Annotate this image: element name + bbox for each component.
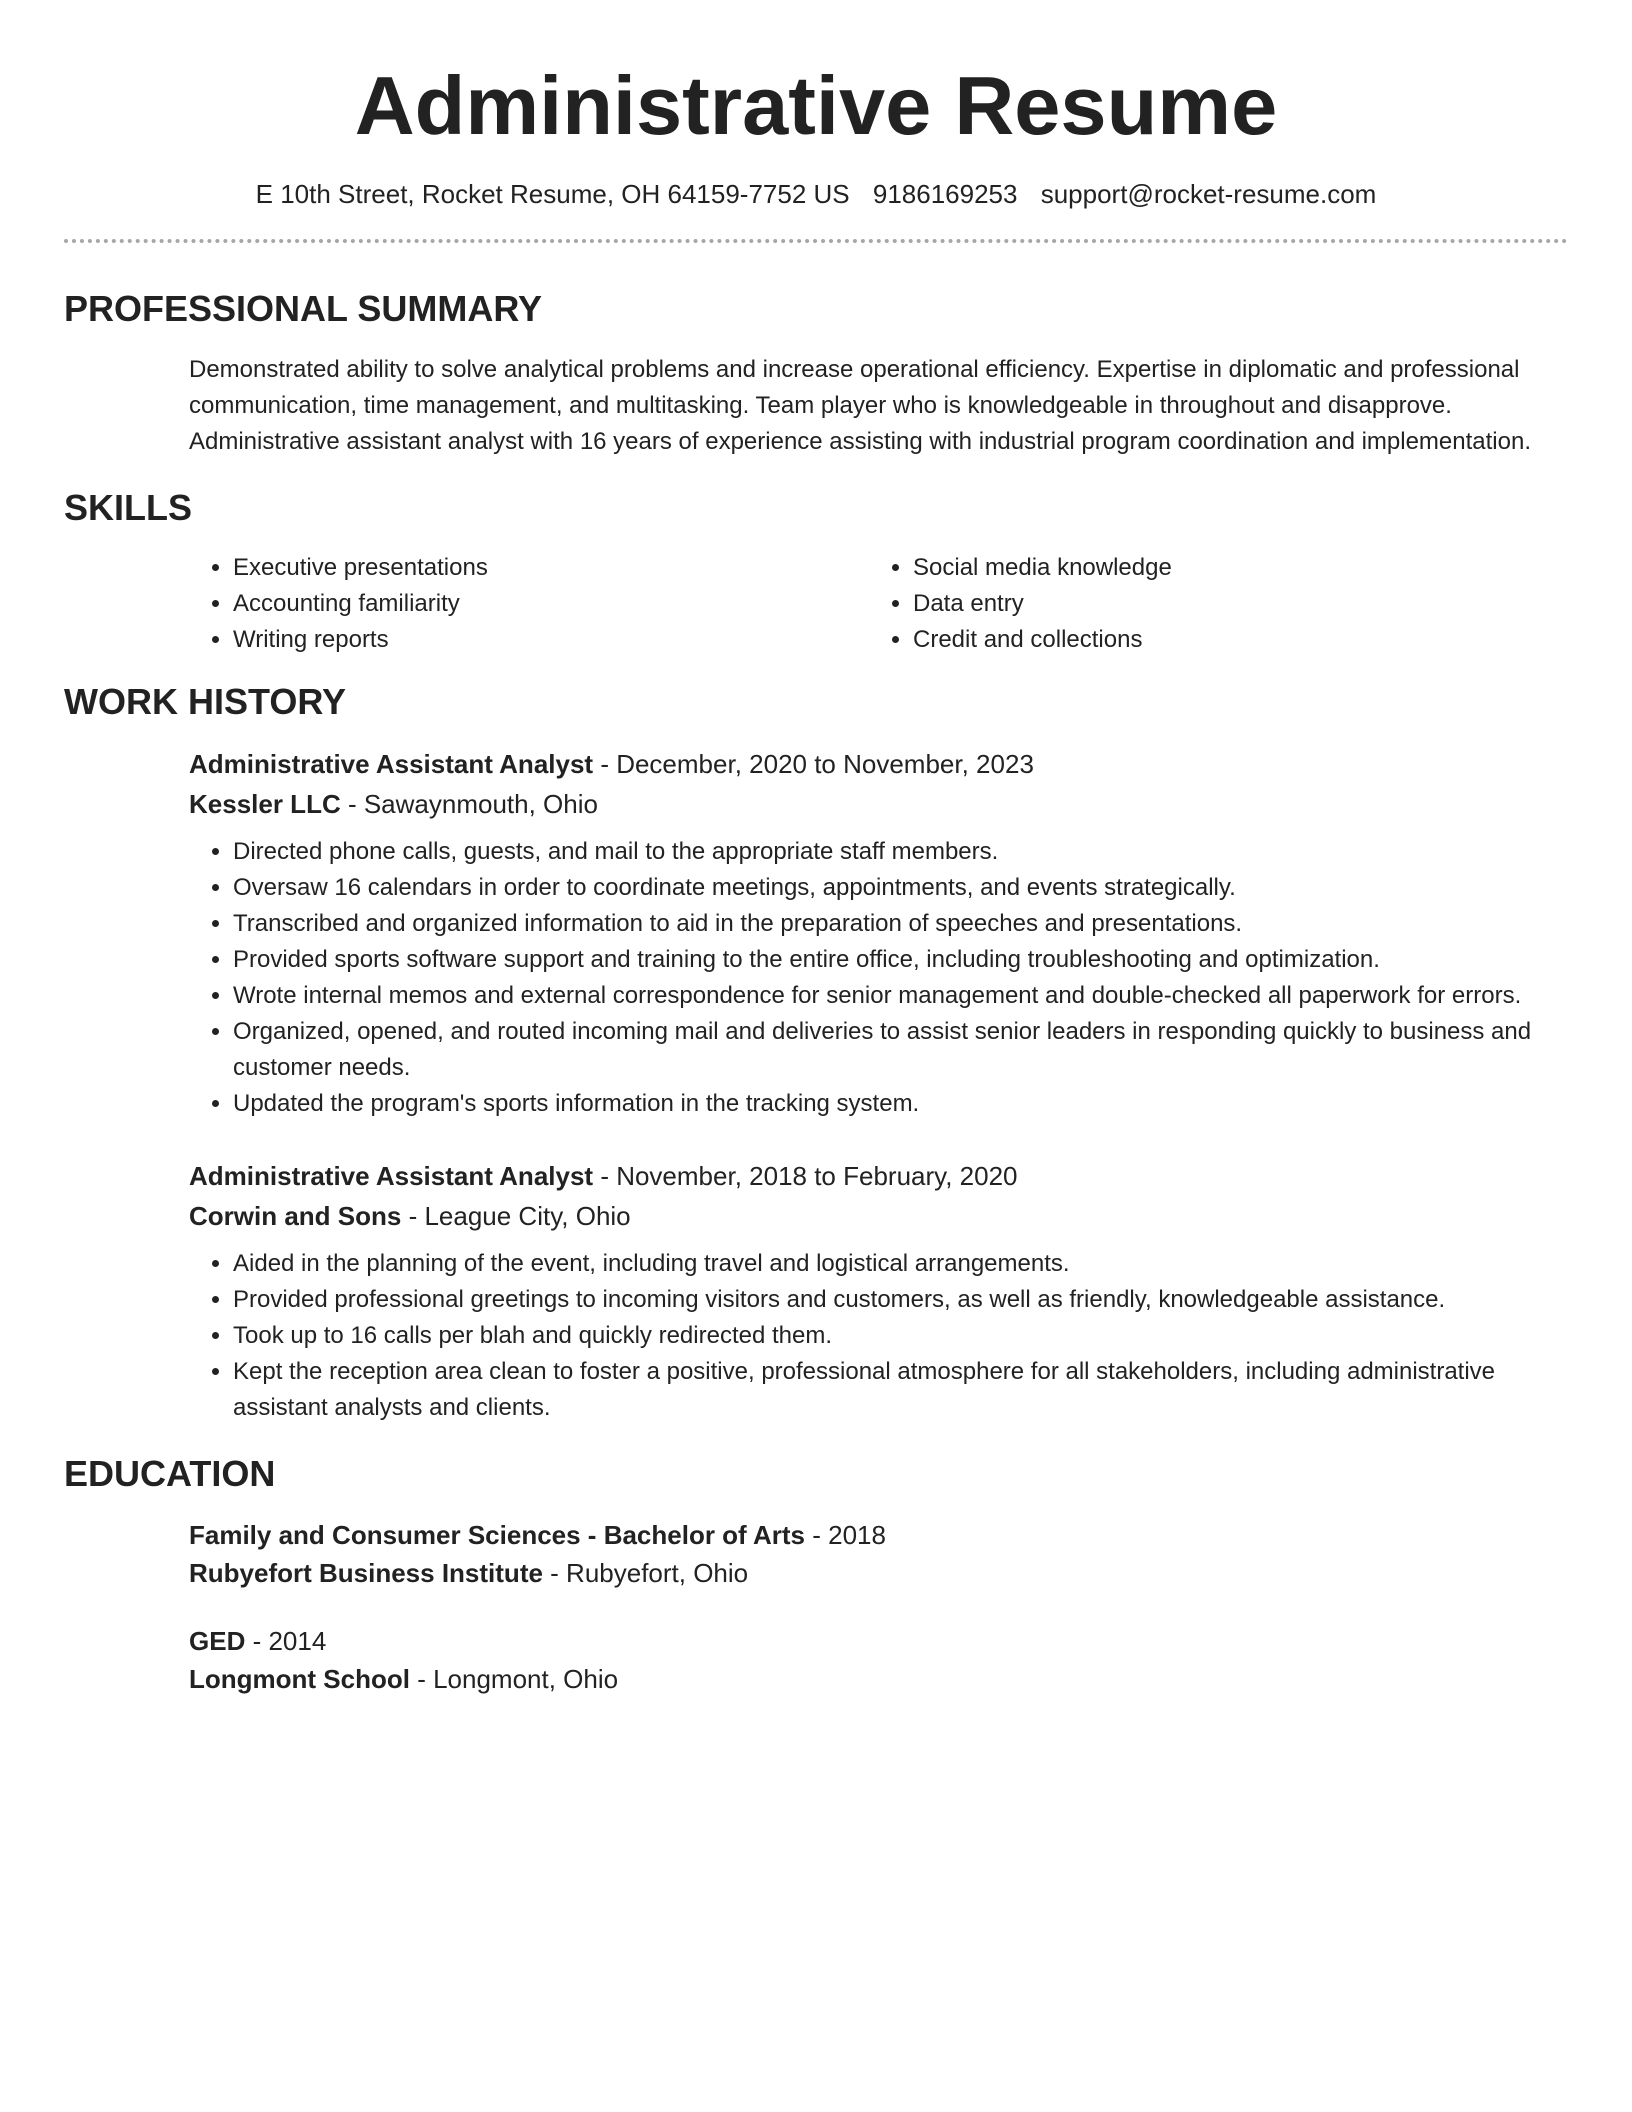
contact-phone: 9186169253	[872, 179, 1018, 209]
job-bullets	[189, 1246, 1568, 1426]
contact-address: E 10th Street, Rocket Resume, OH 64159-7752 US	[255, 179, 850, 209]
education-heading: EDUCATION	[64, 1453, 276, 1494]
education-school: Longmont School	[189, 1664, 410, 1694]
job-dates: - November, 2018 to February, 2020	[593, 1161, 1018, 1191]
summary-text: Demonstrated ability to solve analytical problems and increase operational efficiency. Expertise in diplomatic and professional communication, time management, and multitasking. Team player who is knowledgeable in throughout and disapprove. Administrative assistant analyst with 16 years of experience assisting with industrial program coordination and implementation.	[189, 356, 1531, 455]
education-year: - 2018	[805, 1520, 886, 1550]
job-bullet: • Aided in the planning of the event, including travel and logistical arrangements.	[233, 1246, 1568, 1282]
education-location: - Rubyefort, Ohio	[542, 1558, 749, 1588]
education-school: Rubyefort Business Institute	[189, 1558, 543, 1588]
education-entry	[189, 1622, 1568, 1698]
skills-list	[189, 550, 1568, 658]
job-role-line	[189, 1156, 1568, 1196]
job-location: - Sawaynmouth, Ohio	[340, 789, 598, 819]
job-role: Administrative Assistant Analyst	[189, 1161, 594, 1191]
education-year: - 2014	[245, 1626, 327, 1656]
education-degree-line	[189, 1516, 1568, 1554]
education-degree: GED	[189, 1626, 246, 1656]
job-role: Administrative Assistant Analyst	[189, 749, 594, 779]
job-company-line	[189, 784, 1568, 824]
skill-item: • Credit and collections	[913, 622, 1568, 658]
job-bullet: • Organized, opened, and routed incoming mail and deliveries to assist senior leaders in responding quickly to business and customer needs.	[233, 1014, 1568, 1086]
education-entry	[189, 1516, 1568, 1592]
skill-item: • Executive presentations	[233, 550, 869, 586]
skills-heading: SKILLS	[64, 487, 193, 528]
job-bullet: • Kept the reception area clean to foster a positive, professional atmosphere for all stakeholders, including administrative assistant analysts and clients.	[233, 1354, 1568, 1426]
job-bullet: • Transcribed and organized information to aid in the preparation of speeches and presentations.	[233, 906, 1568, 942]
job-company-line	[189, 1196, 1568, 1236]
contact-email: support@rocket-resume.com	[1040, 179, 1377, 209]
job-company: Kessler LLC	[189, 789, 341, 819]
education-degree: Family and Consumer Sciences - Bachelor of Arts	[189, 1520, 805, 1550]
skills-column-left	[189, 550, 869, 658]
skills-column-right	[869, 550, 1568, 658]
resume-title: Administrative Resume	[354, 59, 1278, 152]
education-school-line	[189, 1554, 1568, 1592]
skill-item: • Accounting familiarity	[233, 586, 869, 622]
header-divider	[64, 239, 1568, 243]
job-company: Corwin and Sons	[189, 1201, 402, 1231]
job-bullet: • Provided sports software support and training to the entire office, including troubleshooting and optimization.	[233, 942, 1568, 978]
job-bullet: • Took up to 16 calls per blah and quickly redirected them.	[233, 1318, 1568, 1354]
work-history-heading: WORK HISTORY	[64, 681, 347, 722]
job-entry	[189, 1156, 1568, 1426]
skill-item: • Social media knowledge	[913, 550, 1568, 586]
job-bullet: • Updated the program's sports information in the tracking system.	[233, 1086, 1568, 1122]
summary-heading: PROFESSIONAL SUMMARY	[64, 288, 543, 329]
skill-item: • Writing reports	[233, 622, 869, 658]
job-bullet: • Provided professional greetings to incoming visitors and customers, as well as friendly, knowledgeable assistance.	[233, 1282, 1568, 1318]
job-location: - League City, Ohio	[401, 1201, 631, 1231]
education-degree-line	[189, 1622, 1568, 1660]
job-dates: - December, 2020 to November, 2023	[593, 749, 1034, 779]
job-bullets	[189, 834, 1568, 1122]
job-bullet: • Directed phone calls, guests, and mail to the appropriate staff members.	[233, 834, 1568, 870]
skill-item: • Data entry	[913, 586, 1568, 622]
job-role-line	[189, 744, 1568, 784]
job-bullet: • Oversaw 16 calendars in order to coordinate meetings, appointments, and events strategically.	[233, 870, 1568, 906]
job-entry	[189, 744, 1568, 1122]
contact-line	[64, 176, 1568, 212]
job-bullet: • Wrote internal memos and external correspondence for senior management and double-checked all paperwork for errors.	[233, 978, 1568, 1014]
education-school-line	[189, 1660, 1568, 1698]
education-location: - Longmont, Ohio	[409, 1664, 619, 1694]
